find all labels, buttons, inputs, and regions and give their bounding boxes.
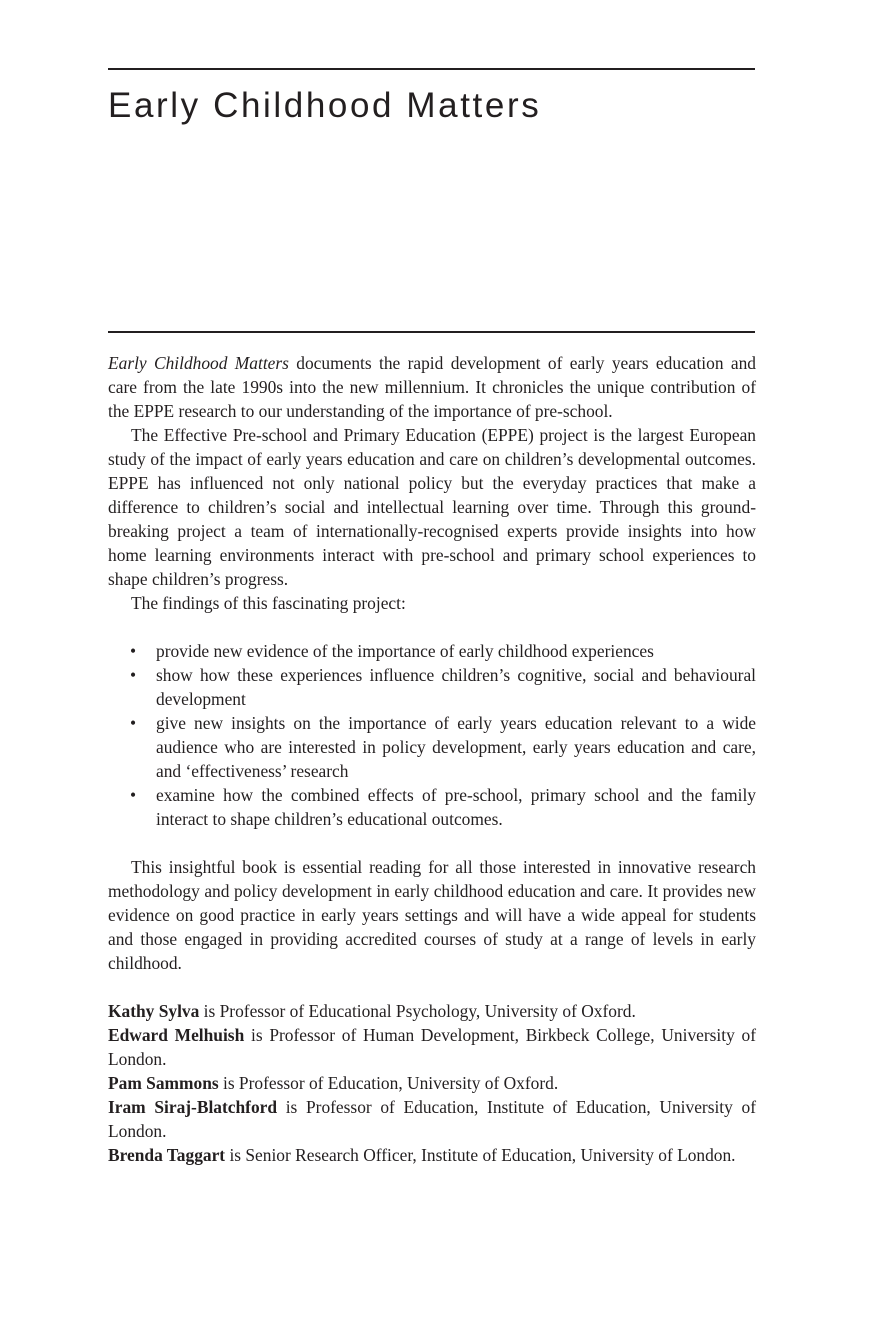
list-item-text: give new insights on the importance of early years education relevant to a wide audience who are interested in policy development, early years education and care, and ‘effectiveness’ research	[156, 713, 756, 781]
spacer	[108, 615, 756, 639]
intro-text: documents the rapid development of early years education and care from the late 1990s into the new millennium. It chronicles the unique contribution of the EPPE research to our understanding of the importance of pre-school.	[108, 353, 756, 421]
findings-list	[108, 639, 756, 831]
author-role: is Professor of Education, University of Oxford.	[218, 1073, 559, 1093]
list-item-text: show how these experiences influence children’s cognitive, social and behavioural development	[156, 665, 756, 709]
list-item	[108, 663, 756, 711]
spacer	[108, 975, 756, 999]
author-entry	[108, 1095, 756, 1143]
findings-lead: The findings of this fascinating project:	[131, 593, 406, 613]
list-item	[108, 783, 756, 831]
bullet-icon: •	[130, 641, 137, 661]
spacer	[108, 831, 756, 855]
author-entry	[108, 1071, 756, 1095]
author-role: is Professor of Human Development, Birkbeck College, University of London.	[108, 1025, 757, 1069]
book-title-italic: Early Childhood Matters	[108, 353, 289, 373]
author-role: is Professor of Education, Institute of Education, University of London.	[108, 1097, 756, 1141]
author-name: Kathy Sylva	[108, 1001, 200, 1021]
author-name: Iram Siraj-Blatchford	[108, 1097, 278, 1117]
author-entry	[108, 1023, 756, 1071]
author-name: Brenda Taggart	[108, 1145, 226, 1165]
list-item	[108, 639, 756, 663]
list-item-text: examine how the combined effects of pre-school, primary school and the family interact to shape children’s educational outcomes.	[156, 785, 756, 829]
intro-paragraph	[108, 351, 756, 423]
closing-paragraph: This insightful book is essential reading for all those interested in innovative research methodology and policy development in early childhood education and care. It provides new evidence on good practice in early years settings and will have a wide appeal for students and those engaged in providing accredited courses of study at a range of levels in early childhood.	[108, 857, 756, 973]
bullet-icon: •	[130, 713, 137, 733]
author-entry	[108, 999, 756, 1023]
project-paragraph: The Effective Pre-school and Primary Education (EPPE) project is the largest European study of the impact of early years education and care on children’s developmental outcomes. EPPE has influenced not only national policy but the everyday practices that make a difference to children’s social and intellectual learning over time. Through this ground-breaking project a team of internationally-recognised experts provide insights into how home learning environments interact with pre-school and primary school experiences to shape children’s progress.	[108, 425, 756, 589]
bullet-icon: •	[130, 665, 137, 685]
blurb-body	[108, 351, 756, 1167]
author-role: is Senior Research Officer, Institute of Education, University of London.	[225, 1145, 736, 1165]
author-name: Pam Sammons	[108, 1073, 219, 1093]
list-item	[108, 711, 756, 783]
list-item-text: provide new evidence of the importance of early childhood experiences	[156, 641, 654, 661]
section-rule	[108, 331, 755, 333]
author-name: Edward Melhuish	[108, 1025, 245, 1045]
author-role: is Professor of Educational Psychology, University of Oxford.	[199, 1001, 636, 1021]
author-entry	[108, 1143, 756, 1167]
bullet-icon: •	[130, 785, 137, 805]
top-rule	[108, 68, 755, 70]
page-title: Early Childhood Matters	[108, 86, 542, 125]
